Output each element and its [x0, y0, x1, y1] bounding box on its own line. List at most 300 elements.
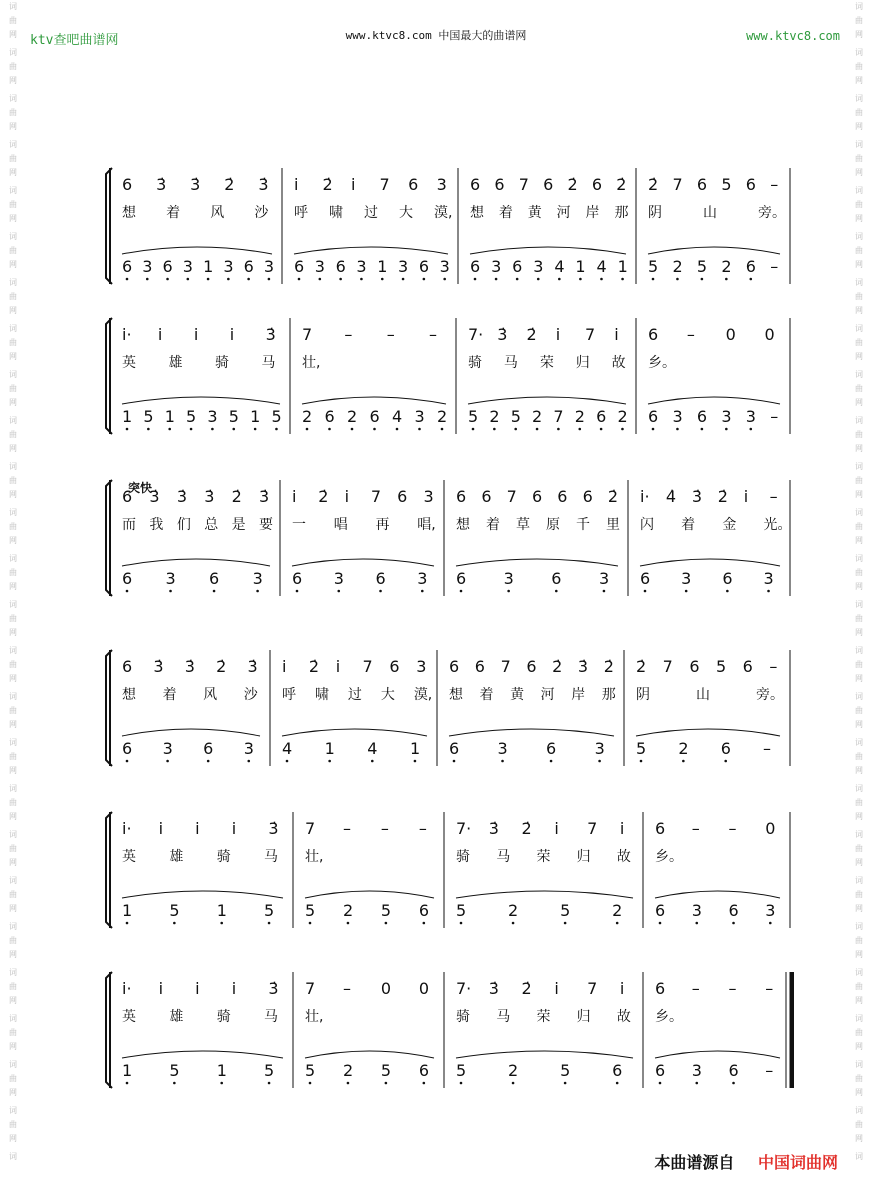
- melody-note: 3̇: [247, 657, 258, 676]
- octave-dot: [126, 1082, 129, 1085]
- octave-dot: [732, 1082, 735, 1085]
- watermark-char: 词: [9, 784, 17, 793]
- octave-dot: [644, 590, 647, 593]
- bass-note: 5: [305, 901, 316, 920]
- bass-note: –: [765, 1061, 774, 1080]
- watermark-char: 网: [9, 720, 17, 729]
- lyric-syllable: 里: [606, 517, 620, 533]
- watermark-char: 网: [855, 766, 863, 775]
- melody-note: i: [344, 487, 350, 506]
- bass-note: 2: [302, 407, 313, 426]
- melody-note: i·: [122, 819, 132, 838]
- watermark-char: 曲: [855, 154, 863, 163]
- lyric-syllable: 山: [696, 687, 710, 703]
- watermark-char: 曲: [855, 660, 863, 669]
- melody-note: 2̇: [308, 657, 320, 676]
- bass-note: 6: [722, 569, 733, 588]
- bass-note: 5: [456, 901, 467, 920]
- bass-slur: [655, 1051, 780, 1058]
- bass-note: 5: [380, 1061, 392, 1080]
- watermark-char: 曲: [855, 16, 863, 25]
- melody-note: 3̇: [204, 487, 215, 506]
- octave-dot: [309, 922, 312, 925]
- octave-dot: [328, 428, 331, 431]
- lyric-syllable: 大: [380, 687, 395, 703]
- octave-dot: [385, 922, 388, 925]
- octave-dot: [275, 428, 278, 431]
- melody-note: –: [344, 325, 353, 344]
- lyric-syllable: 马: [261, 355, 276, 371]
- watermark-char: 网: [855, 352, 863, 361]
- melody-note: 7: [585, 325, 596, 344]
- lyric-syllable: 马: [496, 1009, 511, 1025]
- melody-note: i: [282, 657, 287, 676]
- octave-dot: [207, 278, 210, 281]
- bass-note: 6: [720, 739, 731, 758]
- octave-dot: [319, 278, 322, 281]
- watermark-char: 网: [855, 444, 863, 453]
- watermark-char: 网: [855, 536, 863, 545]
- melody-note: i: [743, 487, 749, 506]
- bass-note: 6: [551, 569, 562, 588]
- octave-dot: [564, 1082, 567, 1085]
- header-right-link[interactable]: www.ktvc8.com: [746, 29, 840, 43]
- octave-dot: [232, 428, 235, 431]
- melody-note: 6: [456, 487, 467, 506]
- lyric-syllable: 马: [496, 849, 511, 865]
- watermark-char: 词: [855, 784, 863, 793]
- watermark-char: 曲: [855, 614, 863, 623]
- watermark-char: 网: [9, 260, 17, 269]
- octave-dot: [695, 1082, 698, 1085]
- octave-dot: [166, 760, 169, 763]
- lyric-syllable: 黄: [527, 205, 542, 221]
- octave-dot: [726, 590, 729, 593]
- lyric-syllable: 想: [122, 205, 136, 221]
- footer-source-label: 本曲谱源自: [654, 1153, 735, 1172]
- melody-note: 2̇: [636, 657, 647, 676]
- bass-note: 5: [305, 1061, 316, 1080]
- melody-note: 5: [721, 175, 732, 194]
- lyric-syllable: 阴: [636, 687, 650, 703]
- melody-note: 2̇: [224, 175, 235, 194]
- melody-note: 3̇: [577, 657, 589, 676]
- melody-note: 6: [470, 175, 481, 194]
- bass-note: 2: [574, 407, 585, 426]
- bass-slur: [655, 891, 780, 898]
- lyric-syllable: 着: [166, 205, 181, 221]
- octave-dot: [578, 428, 581, 431]
- octave-dot: [621, 428, 624, 431]
- melody-note: 6: [449, 657, 460, 676]
- bass-slur: [282, 729, 427, 736]
- octave-dot: [207, 760, 210, 763]
- watermark-char: 网: [855, 1042, 863, 1051]
- watermark-char: 曲: [9, 798, 17, 807]
- bass-note: 5: [169, 901, 180, 920]
- lyric-syllable: 归: [575, 355, 590, 371]
- melody-note: 2̇: [521, 819, 532, 838]
- bass-note: 6: [203, 739, 214, 758]
- watermark-char: 词: [855, 140, 863, 149]
- octave-dot: [166, 278, 169, 281]
- octave-dot: [227, 278, 230, 281]
- melody-note: 2̇: [216, 657, 227, 676]
- lyric-syllable: 雄: [168, 355, 183, 371]
- bass-note: 3: [207, 407, 218, 426]
- watermark-char: 词: [855, 1152, 863, 1161]
- lyric-syllable: 漠,: [434, 205, 453, 221]
- lyric-syllable: 唱,: [417, 517, 436, 533]
- bass-note: 7: [553, 407, 564, 426]
- melody-note: i: [555, 325, 561, 344]
- watermark-char: 曲: [855, 476, 863, 485]
- bass-note: 3: [721, 407, 732, 426]
- melody-note: 2̇: [603, 657, 614, 676]
- watermark-char: 曲: [9, 844, 17, 853]
- bass-note: 6: [294, 257, 305, 276]
- bass-slur: [648, 247, 780, 254]
- watermark-char: 曲: [9, 660, 17, 669]
- melody-note: 2̇: [526, 325, 537, 344]
- octave-dot: [173, 922, 176, 925]
- octave-dot: [472, 428, 475, 431]
- lyric-syllable: 着: [479, 687, 494, 703]
- lyric-syllable: 要: [259, 517, 274, 533]
- watermark-char: 网: [855, 1134, 863, 1143]
- octave-dot: [724, 760, 727, 763]
- watermark-char: 曲: [855, 1028, 863, 1037]
- watermark-char: 曲: [9, 1074, 17, 1083]
- bass-note: 3: [333, 569, 344, 588]
- bass-note: 6: [375, 569, 386, 588]
- octave-dot: [286, 760, 289, 763]
- melody-note: 3̇: [497, 325, 508, 344]
- melody-note: 7: [672, 175, 683, 194]
- watermark-char: 词: [855, 278, 863, 287]
- bass-slur: [122, 729, 260, 736]
- watermark-char: 网: [855, 950, 863, 959]
- bass-note: 1: [122, 1061, 133, 1080]
- bass-note: 3: [503, 569, 514, 588]
- watermark-char: 词: [855, 416, 863, 425]
- octave-dot: [512, 1082, 515, 1085]
- melody-note: 2̇: [567, 175, 578, 194]
- bass-note: 6: [335, 257, 346, 276]
- bass-note: 6: [418, 257, 430, 276]
- melody-note: 2̇: [322, 175, 333, 194]
- bass-note: 3: [252, 569, 263, 588]
- watermark-char: 网: [855, 76, 863, 85]
- watermark-char: 网: [9, 306, 17, 315]
- octave-dot: [453, 760, 456, 763]
- octave-dot: [256, 590, 259, 593]
- watermark-char: 网: [855, 260, 863, 269]
- lyric-syllable: 漠,: [413, 687, 433, 703]
- melody-note: 6: [648, 325, 659, 344]
- watermark-char: 网: [855, 30, 863, 39]
- lyric-syllable: 雄: [169, 1009, 184, 1025]
- melody-note: 2̇: [521, 979, 532, 998]
- watermark-char: 网: [9, 490, 17, 499]
- melody-note: 6: [481, 487, 492, 506]
- octave-dot: [600, 278, 603, 281]
- bass-note: 1: [216, 1061, 227, 1080]
- melody-note: 6: [696, 175, 708, 194]
- watermark-char: 网: [9, 214, 17, 223]
- watermark-char: 网: [9, 1042, 17, 1051]
- watermark-char: 曲: [9, 614, 17, 623]
- bass-note: 6: [292, 569, 303, 588]
- watermark-char: 网: [855, 490, 863, 499]
- watermark-char: 词: [9, 278, 17, 287]
- lyric-syllable: 啸: [329, 205, 343, 221]
- bass-note: 3: [142, 257, 153, 276]
- bass-note: 3: [356, 257, 367, 276]
- bass-note: 5: [468, 407, 479, 426]
- octave-dot: [146, 278, 149, 281]
- lyric-syllable: 英: [122, 1009, 136, 1025]
- bass-note: 4: [596, 257, 607, 276]
- lyric-syllable: 沙: [243, 687, 258, 703]
- watermark-char: 曲: [855, 522, 863, 531]
- watermark-char: 网: [9, 30, 17, 39]
- octave-dot: [616, 1082, 619, 1085]
- header-left-link[interactable]: ktv查吧曲谱网: [30, 33, 119, 48]
- octave-dot: [298, 278, 301, 281]
- melody-note: 7: [587, 979, 598, 998]
- bass-note: 6: [596, 407, 607, 426]
- bass-note: 3: [594, 739, 605, 758]
- watermark-char: 曲: [855, 384, 863, 393]
- melody-note: 3: [423, 487, 434, 506]
- watermark-char: 词: [855, 232, 863, 241]
- lyric-syllable: 壮,: [305, 849, 324, 865]
- melody-note: 3̇: [259, 487, 270, 506]
- watermark-char: 网: [855, 1088, 863, 1097]
- melody-note: 3̇: [265, 325, 276, 344]
- watermark-char: 词: [9, 968, 17, 977]
- watermark-char: 词: [855, 2, 863, 11]
- bass-note: 5: [636, 739, 647, 758]
- octave-dot: [379, 590, 382, 593]
- lyric-syllable: 想: [449, 687, 463, 703]
- watermark-char: 词: [9, 1152, 17, 1161]
- melody-note: –: [429, 325, 438, 344]
- bass-note: 6: [655, 901, 666, 920]
- watermark-char: 曲: [9, 108, 17, 117]
- melody-note: 6: [526, 657, 537, 676]
- bass-slur: [122, 891, 283, 898]
- bass-note: 6: [640, 569, 651, 588]
- lyric-syllable: 岸: [571, 687, 586, 703]
- lyric-syllable: 呼: [294, 205, 308, 221]
- watermark-char: 网: [9, 628, 17, 637]
- melody-note: i: [614, 325, 619, 344]
- lyric-syllable: 着: [498, 205, 513, 221]
- melody-note: 0: [418, 979, 430, 998]
- melody-note: 3: [436, 175, 447, 194]
- bass-note: 1: [203, 257, 214, 276]
- melody-note: 6: [543, 175, 554, 194]
- watermark-char: 曲: [9, 936, 17, 945]
- bass-slur: [468, 397, 626, 404]
- bass-note: 6: [418, 1061, 430, 1080]
- watermark-char: 词: [855, 922, 863, 931]
- bass-note: 2: [489, 407, 500, 426]
- watermark-char: 词: [9, 324, 17, 333]
- bass-note: 3: [165, 569, 176, 588]
- melody-note: –: [691, 979, 700, 998]
- lyric-syllable: 故: [616, 849, 631, 865]
- lyric-syllable: 马: [503, 355, 518, 371]
- melody-note: 2̇: [231, 487, 242, 506]
- lyric-syllable: 乡。: [655, 1009, 683, 1025]
- watermark-char: 曲: [9, 16, 17, 25]
- lyric-syllable: 那: [601, 687, 616, 703]
- octave-dot: [676, 428, 679, 431]
- octave-dot: [402, 278, 405, 281]
- watermark-char: 网: [9, 168, 17, 177]
- watermark-char: 曲: [9, 430, 17, 439]
- octave-dot: [769, 922, 772, 925]
- lyric-syllable: 荣: [536, 1009, 551, 1025]
- footer-site-name[interactable]: 中国词曲网: [757, 1153, 838, 1172]
- lyric-syllable: 一: [292, 517, 306, 533]
- bass-note: 2: [342, 901, 354, 920]
- bass-note: –: [763, 739, 772, 758]
- watermark-char: 网: [855, 214, 863, 223]
- watermark-char: 网: [9, 996, 17, 1005]
- melody-note: 3̇: [268, 979, 279, 998]
- melody-note: 7: [379, 175, 390, 194]
- lyric-syllable: 光。: [763, 517, 792, 533]
- melody-note: 7: [662, 657, 673, 676]
- melody-note: 6: [397, 487, 408, 506]
- octave-dot: [441, 428, 444, 431]
- lyric-syllable: 骑: [468, 355, 482, 371]
- melody-note: 7: [587, 819, 598, 838]
- bass-note: 6: [243, 257, 254, 276]
- lyric-syllable: 过: [364, 205, 378, 221]
- melody-note: –: [765, 979, 774, 998]
- octave-dot: [126, 428, 129, 431]
- bass-note: 4: [554, 257, 565, 276]
- lyric-syllable: 呼: [282, 687, 296, 703]
- watermark-char: 词: [9, 876, 17, 885]
- watermark-char: 网: [9, 444, 17, 453]
- lyric-syllable: 河: [556, 205, 571, 221]
- lyric-syllable: 大: [399, 205, 413, 221]
- lyric-syllable: 英: [122, 849, 136, 865]
- lyric-syllable: 是: [231, 517, 246, 533]
- watermark-char: 词: [855, 1106, 863, 1115]
- bass-note: 6: [512, 257, 523, 276]
- watermark-char: 词: [9, 830, 17, 839]
- watermark-char: 网: [9, 1134, 17, 1143]
- lyric-syllable: 千: [576, 517, 590, 533]
- octave-dot: [268, 278, 271, 281]
- octave-dot: [414, 760, 417, 763]
- melody-note: 6: [389, 657, 400, 676]
- melody-note: i: [157, 325, 163, 344]
- octave-dot: [493, 428, 496, 431]
- octave-dot: [309, 1082, 312, 1085]
- melody-note: 2̇: [607, 487, 619, 506]
- bass-note: 6: [324, 407, 335, 426]
- octave-dot: [652, 428, 655, 431]
- melody-note: 0: [765, 819, 776, 838]
- octave-dot: [640, 760, 643, 763]
- lyric-syllable: 原: [546, 517, 560, 533]
- octave-dot: [371, 760, 374, 763]
- octave-dot: [247, 760, 250, 763]
- bass-note: 6: [162, 257, 173, 276]
- melody-note: 4̇: [665, 487, 677, 506]
- bass-note: 2: [721, 257, 732, 276]
- bass-note: 3: [691, 901, 702, 920]
- melody-note: i: [195, 979, 200, 998]
- watermark-char: 网: [9, 858, 17, 867]
- octave-dot: [507, 590, 510, 593]
- melody-note: i·: [122, 325, 132, 344]
- octave-dot: [173, 1082, 176, 1085]
- melody-note: –: [769, 487, 778, 506]
- octave-dot: [126, 760, 129, 763]
- watermark-char: 词: [9, 738, 17, 747]
- watermark-char: 曲: [855, 798, 863, 807]
- watermark-char: 曲: [855, 890, 863, 899]
- bass-note: 3: [223, 257, 234, 276]
- bass-note: 6: [470, 257, 481, 276]
- bass-note: 4: [367, 739, 378, 758]
- melody-note: i: [554, 819, 559, 838]
- lyric-syllable: 山: [703, 205, 717, 221]
- bass-note: 6: [122, 569, 133, 588]
- melody-note: 2̇: [318, 487, 329, 506]
- bass-note: 6: [369, 407, 380, 426]
- bass-slur: [640, 559, 780, 566]
- bass-note: 6: [122, 739, 133, 758]
- bass-note: 3: [414, 407, 425, 426]
- melody-note: 3̇: [190, 175, 201, 194]
- bass-note: 2: [612, 901, 623, 920]
- bass-note: 6: [655, 1061, 666, 1080]
- octave-dot: [396, 428, 399, 431]
- watermark-char: 词: [855, 876, 863, 885]
- bass-note: 3: [765, 901, 776, 920]
- octave-dot: [621, 278, 624, 281]
- octave-dot: [550, 760, 553, 763]
- octave-dot: [474, 278, 477, 281]
- bass-slur: [305, 891, 434, 898]
- bass-note: 2: [678, 739, 689, 758]
- lyric-syllable: 黄: [510, 687, 525, 703]
- melody-note: 0: [725, 325, 736, 344]
- watermark-char: 词: [855, 1014, 863, 1023]
- melody-note: –: [342, 979, 351, 998]
- bass-slur: [449, 729, 614, 736]
- octave-dot: [169, 590, 172, 593]
- lyric-syllable: 归: [576, 849, 591, 865]
- octave-dot: [557, 428, 560, 431]
- bass-note: 3: [417, 569, 428, 588]
- melody-note: 6: [582, 487, 593, 506]
- bass-note: 3: [533, 257, 544, 276]
- octave-dot: [268, 922, 271, 925]
- melody-note: 7: [370, 487, 382, 506]
- octave-dot: [418, 428, 421, 431]
